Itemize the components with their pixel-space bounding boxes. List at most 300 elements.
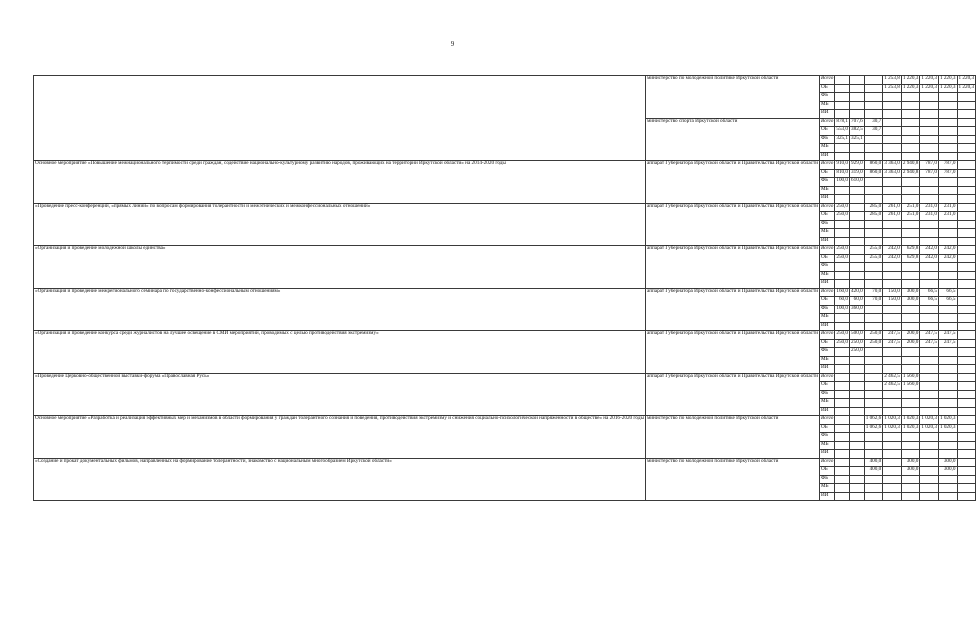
amount-cell [938,305,957,314]
table-row [34,373,976,382]
amount-cell: 60,0 [835,297,850,306]
amount-cell: 250,0 [835,331,850,340]
amount-cell: 1 020,3 [920,424,939,433]
amount-cell [957,314,976,323]
amount-cell: 242,0 [938,246,957,255]
amount-cell: 250,0 [864,339,883,348]
amount-cell [835,382,850,391]
amount-cell [957,288,976,297]
funding-source: Всего [820,203,835,212]
amount-cell: 910,0 [835,161,850,170]
funding-source: ИИ [820,280,835,289]
amount-cell [864,144,883,153]
funding-source: МБ [820,356,835,365]
amount-cell [920,467,939,476]
amount-cell: 2 940,8 [901,169,920,178]
funding-source: ОБ [820,127,835,136]
amount-cell [850,399,865,408]
amount-cell: 1 020,3 [883,424,902,433]
amount-cell: 255,0 [864,246,883,255]
amount-cell [957,135,976,144]
table-row [34,331,976,340]
amount-cell: 787,0 [920,169,939,178]
amount-cell [938,144,957,153]
amount-cell [864,433,883,442]
amount-cell: 285,0 [864,203,883,212]
amount-cell: 251,0 [901,212,920,221]
amount-cell [835,186,850,195]
amount-cell [883,93,902,102]
amount-cell [901,475,920,484]
amount-cell [835,416,850,425]
amount-cell: 500,0 [850,331,865,340]
amount-cell [938,484,957,493]
amount-cell: 250,0 [850,339,865,348]
amount-cell: 231,0 [938,212,957,221]
amount-cell [920,475,939,484]
amount-cell: 30,7 [864,127,883,136]
funding-source: ФБ [820,348,835,357]
amount-cell: 150,0 [883,288,902,297]
amount-cell [835,450,850,459]
amount-cell [920,135,939,144]
amount-cell [957,390,976,399]
amount-cell: 1 020,3 [920,416,939,425]
amount-cell: 3 363,0 [883,169,902,178]
amount-cell [901,365,920,374]
amount-cell [850,212,865,221]
executor-name: аппарат Губернатора Иркутской области и Правительства Иркутской области [646,331,820,374]
amount-cell [883,475,902,484]
amount-cell [883,305,902,314]
amount-cell: 200,0 [901,339,920,348]
table-row [34,203,976,212]
amount-cell: 2 462,5 [883,382,902,391]
amount-cell [864,373,883,382]
amount-cell: 1 020,3 [901,416,920,425]
activity-name [34,76,646,161]
amount-cell [957,93,976,102]
amount-cell: 70,0 [864,288,883,297]
amount-cell [938,441,957,450]
amount-cell [850,101,865,110]
funding-source: Всего [820,161,835,170]
amount-cell [938,373,957,382]
amount-cell: 1 020,3 [938,424,957,433]
amount-cell [883,390,902,399]
amount-cell [835,441,850,450]
amount-cell [883,263,902,272]
amount-cell [901,348,920,357]
amount-cell [835,433,850,442]
funding-source: ИИ [820,365,835,374]
amount-cell: 200,0 [901,331,920,340]
amount-cell [957,450,976,459]
amount-cell [920,433,939,442]
amount-cell [901,229,920,238]
amount-cell [835,195,850,204]
funding-source: ОБ [820,254,835,263]
amount-cell [850,314,865,323]
amount-cell [938,118,957,127]
amount-cell [938,365,957,374]
funding-source: ФБ [820,433,835,442]
amount-cell [957,118,976,127]
amount-cell [835,229,850,238]
funding-source: ФБ [820,390,835,399]
amount-cell [864,263,883,272]
amount-cell [920,441,939,450]
amount-cell: 242,0 [920,254,939,263]
amount-cell [864,135,883,144]
amount-cell [883,467,902,476]
amount-cell: 1 220,3 [938,76,957,85]
amount-cell [883,127,902,136]
amount-cell [957,433,976,442]
amount-cell [883,135,902,144]
funding-source: ИИ [820,195,835,204]
amount-cell [957,229,976,238]
amount-cell: 1 062,6 [864,416,883,425]
amount-cell [835,220,850,229]
funding-source: Всего [820,76,835,85]
amount-cell: 929,0 [850,161,865,170]
amount-cell [864,280,883,289]
amount-cell: 707,6 [850,118,865,127]
amount-cell [938,135,957,144]
amount-cell [957,492,976,501]
amount-cell [957,254,976,263]
amount-cell: 60,0 [850,297,865,306]
amount-cell [957,348,976,357]
amount-cell [938,356,957,365]
amount-cell [883,195,902,204]
amount-cell [835,314,850,323]
activity-name: «Организация и проведение молодежной школы единства» [34,246,646,289]
amount-cell [883,178,902,187]
budget-table [33,75,976,501]
amount-cell: 860,0 [864,161,883,170]
funding-source: МБ [820,441,835,450]
amount-cell [835,399,850,408]
amount-cell: 247,5 [883,331,902,340]
amount-cell: 1 020,3 [938,416,957,425]
amount-cell [835,271,850,280]
amount-cell: 160,0 [835,288,850,297]
amount-cell [850,433,865,442]
amount-cell [957,220,976,229]
funding-source: МБ [820,229,835,238]
amount-cell [864,475,883,484]
amount-cell [901,314,920,323]
amount-cell [835,348,850,357]
amount-cell [864,314,883,323]
amount-cell [957,280,976,289]
amount-cell: 1 220,3 [901,76,920,85]
amount-cell [835,492,850,501]
amount-cell [835,475,850,484]
amount-cell [920,492,939,501]
amount-cell [957,475,976,484]
amount-cell: 300,0 [938,458,957,467]
funding-source: ОБ [820,297,835,306]
amount-cell: 860,0 [864,169,883,178]
amount-cell [901,492,920,501]
amount-cell [864,484,883,493]
amount-cell [850,441,865,450]
amount-cell: 231,0 [920,212,939,221]
amount-cell [920,390,939,399]
amount-cell [901,178,920,187]
amount-cell: 1 220,3 [938,84,957,93]
executor-name: министерство по молодежной политике Иркутской области [646,416,820,459]
amount-cell [957,203,976,212]
funding-source: ФБ [820,93,835,102]
amount-cell [957,237,976,246]
amount-cell: 1 560,0 [901,382,920,391]
amount-cell [957,263,976,272]
amount-cell [920,195,939,204]
executor-name: министерство спорта Иркутской области [646,118,820,161]
amount-cell: 250,0 [835,254,850,263]
amount-cell [883,271,902,280]
amount-cell [850,271,865,280]
amount-cell [938,127,957,136]
amount-cell [850,76,865,85]
amount-cell: 261,0 [883,212,902,221]
amount-cell: 66,5 [920,297,939,306]
amount-cell [850,220,865,229]
funding-source: МБ [820,186,835,195]
amount-cell [957,365,976,374]
funding-source: ФБ [820,220,835,229]
amount-cell [920,144,939,153]
table-row [34,458,976,467]
amount-cell [883,484,902,493]
amount-cell [850,382,865,391]
funding-source: ФБ [820,475,835,484]
amount-cell [920,229,939,238]
amount-cell [957,467,976,476]
amount-cell [901,263,920,272]
funding-source: ФБ [820,135,835,144]
amount-cell [938,280,957,289]
amount-cell [957,297,976,306]
amount-cell [920,484,939,493]
amount-cell [850,144,865,153]
amount-cell: 1 220,3 [957,76,976,85]
activity-name: Основное мероприятие «Повышение межнационального терпимости среди граждан, содействие национально-культурному развитию народов, проживающих на территории Иркутской области» на 2014-2020 годы [34,161,646,204]
amount-cell: 66,5 [938,288,957,297]
activity-name: «Создание и прокат документальных фильмов, направленных на формирование толерантности, знакомство с национальным многообразием Иркутской области» [34,458,646,501]
amount-cell: 810,0 [835,169,850,178]
amount-cell: 1 253,8 [883,76,902,85]
amount-cell [938,101,957,110]
amount-cell [883,365,902,374]
amount-cell [920,118,939,127]
amount-cell [938,433,957,442]
amount-cell [850,424,865,433]
amount-cell [920,178,939,187]
amount-cell: 300,0 [901,467,920,476]
amount-cell [957,356,976,365]
amount-cell: 3 363,0 [883,161,902,170]
funding-source: Всего [820,416,835,425]
funding-source: ИИ [820,152,835,161]
amount-cell [938,382,957,391]
amount-cell [920,356,939,365]
amount-cell [850,237,865,246]
amount-cell [901,441,920,450]
amount-cell [957,186,976,195]
amount-cell [850,458,865,467]
amount-cell [957,144,976,153]
amount-cell: 247,5 [938,339,957,348]
amount-cell [901,195,920,204]
amount-cell: 319,0 [850,169,865,178]
amount-cell [850,195,865,204]
amount-cell: 629,8 [901,254,920,263]
amount-cell: 66,5 [920,288,939,297]
amount-cell [835,467,850,476]
amount-cell: 231,0 [920,203,939,212]
amount-cell: 2 940,8 [901,161,920,170]
amount-cell [864,93,883,102]
funding-source: Всего [820,331,835,340]
amount-cell [901,484,920,493]
amount-cell [835,407,850,416]
amount-cell [901,280,920,289]
amount-cell [957,178,976,187]
amount-cell [901,399,920,408]
amount-cell [957,339,976,348]
funding-source: ИИ [820,322,835,331]
amount-cell [835,484,850,493]
amount-cell [920,450,939,459]
amount-cell: 1 220,3 [957,84,976,93]
amount-cell: 2 462,5 [883,373,902,382]
executor-name: министерство по молодежной политике Иркутской области [646,458,820,501]
amount-cell [850,203,865,212]
amount-cell [864,220,883,229]
amount-cell [938,399,957,408]
funding-source: ОБ [820,382,835,391]
amount-cell [957,271,976,280]
amount-cell [864,271,883,280]
amount-cell [850,467,865,476]
amount-cell [835,365,850,374]
table-row [34,161,976,170]
amount-cell [957,101,976,110]
table-row [34,76,976,85]
amount-cell [850,450,865,459]
amount-cell [864,365,883,374]
amount-cell [850,475,865,484]
amount-cell [835,101,850,110]
amount-cell [850,365,865,374]
amount-cell [883,220,902,229]
amount-cell [957,407,976,416]
amount-cell [850,416,865,425]
amount-cell [864,492,883,501]
amount-cell [850,373,865,382]
amount-cell [957,246,976,255]
funding-source: ОБ [820,84,835,93]
amount-cell: 360,0 [850,305,865,314]
amount-cell [901,101,920,110]
amount-cell [864,178,883,187]
funding-source: ОБ [820,424,835,433]
amount-cell: 1 220,3 [920,76,939,85]
funding-source: МБ [820,144,835,153]
amount-cell: 300,0 [901,297,920,306]
funding-source: ОБ [820,467,835,476]
amount-cell: 261,0 [883,203,902,212]
table-row [34,246,976,255]
amount-cell [883,186,902,195]
amount-cell [957,169,976,178]
amount-cell: 251,0 [901,203,920,212]
funding-source: ФБ [820,305,835,314]
amount-cell [883,280,902,289]
amount-cell: 247,5 [920,339,939,348]
amount-cell: 100,0 [835,178,850,187]
amount-cell: 247,5 [920,331,939,340]
amount-cell [835,458,850,467]
amount-cell [883,110,902,119]
amount-cell [864,76,883,85]
amount-cell: 325,1 [835,135,850,144]
amount-cell [938,229,957,238]
amount-cell: 247,5 [938,331,957,340]
page-number: 9 [450,40,455,48]
funding-source: МБ [820,314,835,323]
amount-cell: 30,7 [864,118,883,127]
amount-cell [883,399,902,408]
amount-cell [920,348,939,357]
executor-name: аппарат Губернатора Иркутской области и Правительства Иркутской области [646,161,820,204]
amount-cell: 1 062,6 [864,424,883,433]
amount-cell [901,433,920,442]
amount-cell: 250,0 [850,348,865,357]
amount-cell: 400,0 [864,467,883,476]
amount-cell: 553,0 [835,127,850,136]
funding-source: МБ [820,399,835,408]
amount-cell: 382,5 [850,127,865,136]
amount-cell: 70,0 [864,297,883,306]
amount-cell: 250,0 [864,331,883,340]
funding-source: ИИ [820,450,835,459]
funding-source: Всего [820,118,835,127]
amount-cell [957,305,976,314]
funding-source: ФБ [820,263,835,272]
amount-cell [850,246,865,255]
amount-cell [938,450,957,459]
funding-source: Всего [820,373,835,382]
amount-cell [920,93,939,102]
amount-cell [920,399,939,408]
amount-cell: 1 020,3 [901,424,920,433]
amount-cell [938,220,957,229]
amount-cell [864,305,883,314]
amount-cell [957,212,976,221]
amount-cell [901,186,920,195]
amount-cell [850,263,865,272]
funding-source: ИИ [820,110,835,119]
amount-cell [938,178,957,187]
amount-cell [957,441,976,450]
funding-source: ИИ [820,407,835,416]
